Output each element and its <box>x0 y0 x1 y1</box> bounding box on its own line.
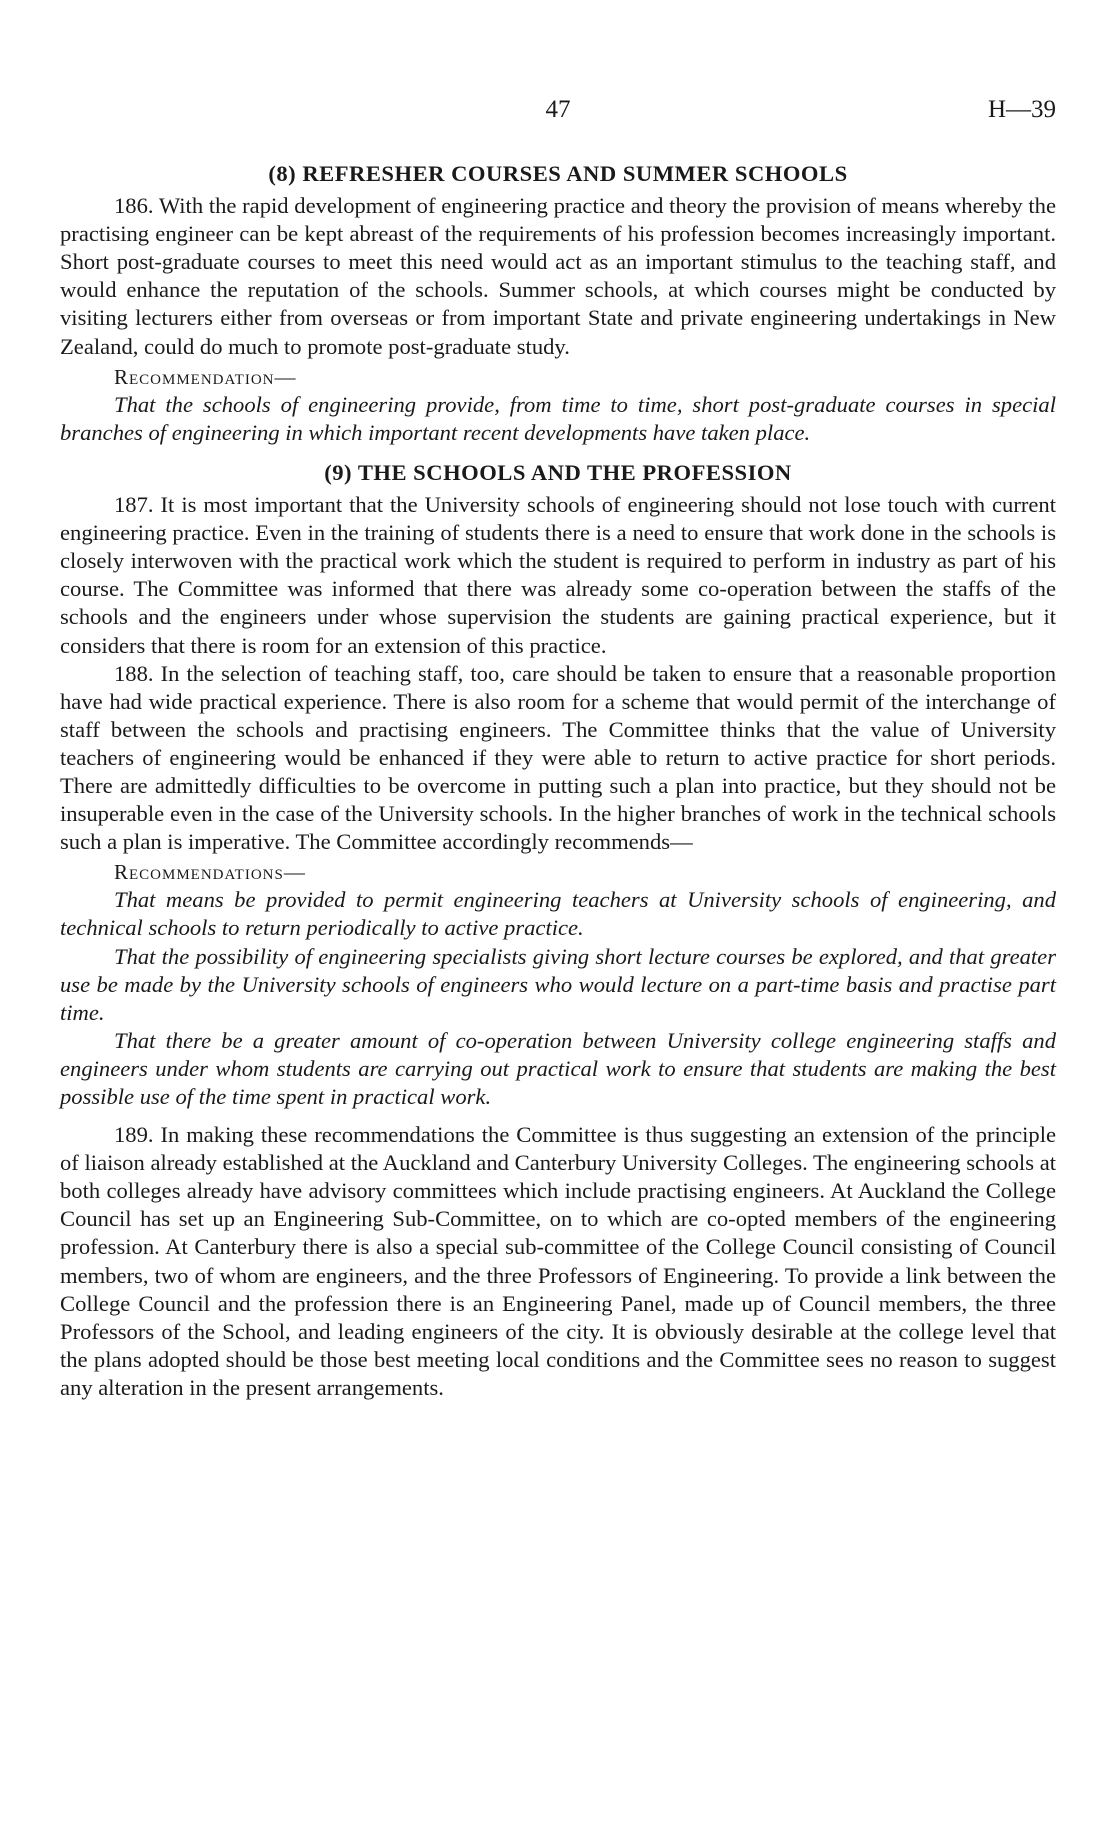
section-schools-and-profession <box>60 459 1056 1402</box>
paragraph-188: 188. In the selection of teaching staff, too, care should be taken to ensure that a reasonable proportion have had wide practical experience. There is also room for a scheme that would permit of the interchange of staff between the schools and practising engineers. The Committee thinks that the value of University teachers of engineering would be enhanced if they were able to return to active practice for short periods. There are admittedly difficulties to be overcome in putting such a plan into practice, but they should not be insuperable even in the case of the University schools. In the higher branches of work in the technical schools such a plan is imperative. The Committee accordingly recommends— <box>60 660 1056 855</box>
paragraph-189: 189. In making these recommendations the Committee is thus suggesting an extension of the principle of liaison already established at the Auckland and Canterbury University Colleges. The engineering schools at both colleges already have advisory committees which include practising engineers. At Auckland the College Council has set up an Engineering Sub-Committee, on to which are co-opted members of the engineering profession. At Canterbury there is also a special sub-committee of the College Council consisting of Council members, two of whom are engineers, and the three Professors of Engineering. To provide a link between the College Council and the profession there is an Engineering Panel, made up of Council members, the three Professors of the School, and leading engineers of the city. It is obviously desirable at the college level that the plans adopted should be those best meeting local conditions and the Committee sees no reason to suggest any alteration in the present arrangements. <box>60 1122 1056 1400</box>
page-number: 47 <box>545 96 571 123</box>
section-heading: (9) THE SCHOOLS AND THE PROFESSION <box>324 459 792 485</box>
section-refresher-courses <box>60 160 1056 447</box>
page-content <box>60 160 1056 1402</box>
paragraph-187: 187. It is most important that the University schools of engineering should not lose touch with current engineering practice. Even in the training of students there is a need to ensure that work done in the schools is closely interwoven with the practical work which the student is required to perform in industry as part of his course. The Committee was informed that there was already some co-operation between the staffs of the schools and the engineers under whose supervision the students are gaining practical experience, but it considers that there is room for an extension of this practice. <box>60 492 1056 658</box>
paragraph-186: 186. With the rapid development of engineering practice and theory the provision of means whereby the practising engineer can be kept abreast of the requirements of his profession becomes increasingly important. Short post-graduate courses to meet this need would act as an important stimulus to the teaching staff, and would enhance the reputation of the schools. Summer schools, at which courses might be conducted by visiting lecturers either from overseas or from important State and private engineering undertakings in New Zealand, could do much to promote post-graduate study. <box>60 193 1056 359</box>
recommendation-item: That means be provided to permit engineering teachers at University schools of engineering, and technical schools to return periodically to active practice. <box>60 887 1056 941</box>
recommendation-item: That the schools of engineering provide, from time to time, short post-graduate courses in special branches of engineering in which important recent developments have taken place. <box>60 391 1056 445</box>
recommendations-label: Recommendations— <box>114 860 306 885</box>
recommendation-item: That the possibility of engineering specialists giving short lecture courses be explored, and that greater use be made by the University schools of engineers who would lecture on a part-time basis and practise part time. <box>60 943 1056 1025</box>
section-heading: (8) REFRESHER COURSES AND SUMMER SCHOOLS <box>268 161 848 186</box>
page-header <box>60 96 1056 130</box>
recommendation-item: That there be a greater amount of co-operation between University college engineering staffs and engineers under whom students are carrying out practical work to ensure that students are making the best possible use of the time spent in practical work. <box>60 1027 1056 1109</box>
document-reference: H—39 <box>987 96 1056 123</box>
recommendation-label: Recommendation— <box>114 364 297 389</box>
